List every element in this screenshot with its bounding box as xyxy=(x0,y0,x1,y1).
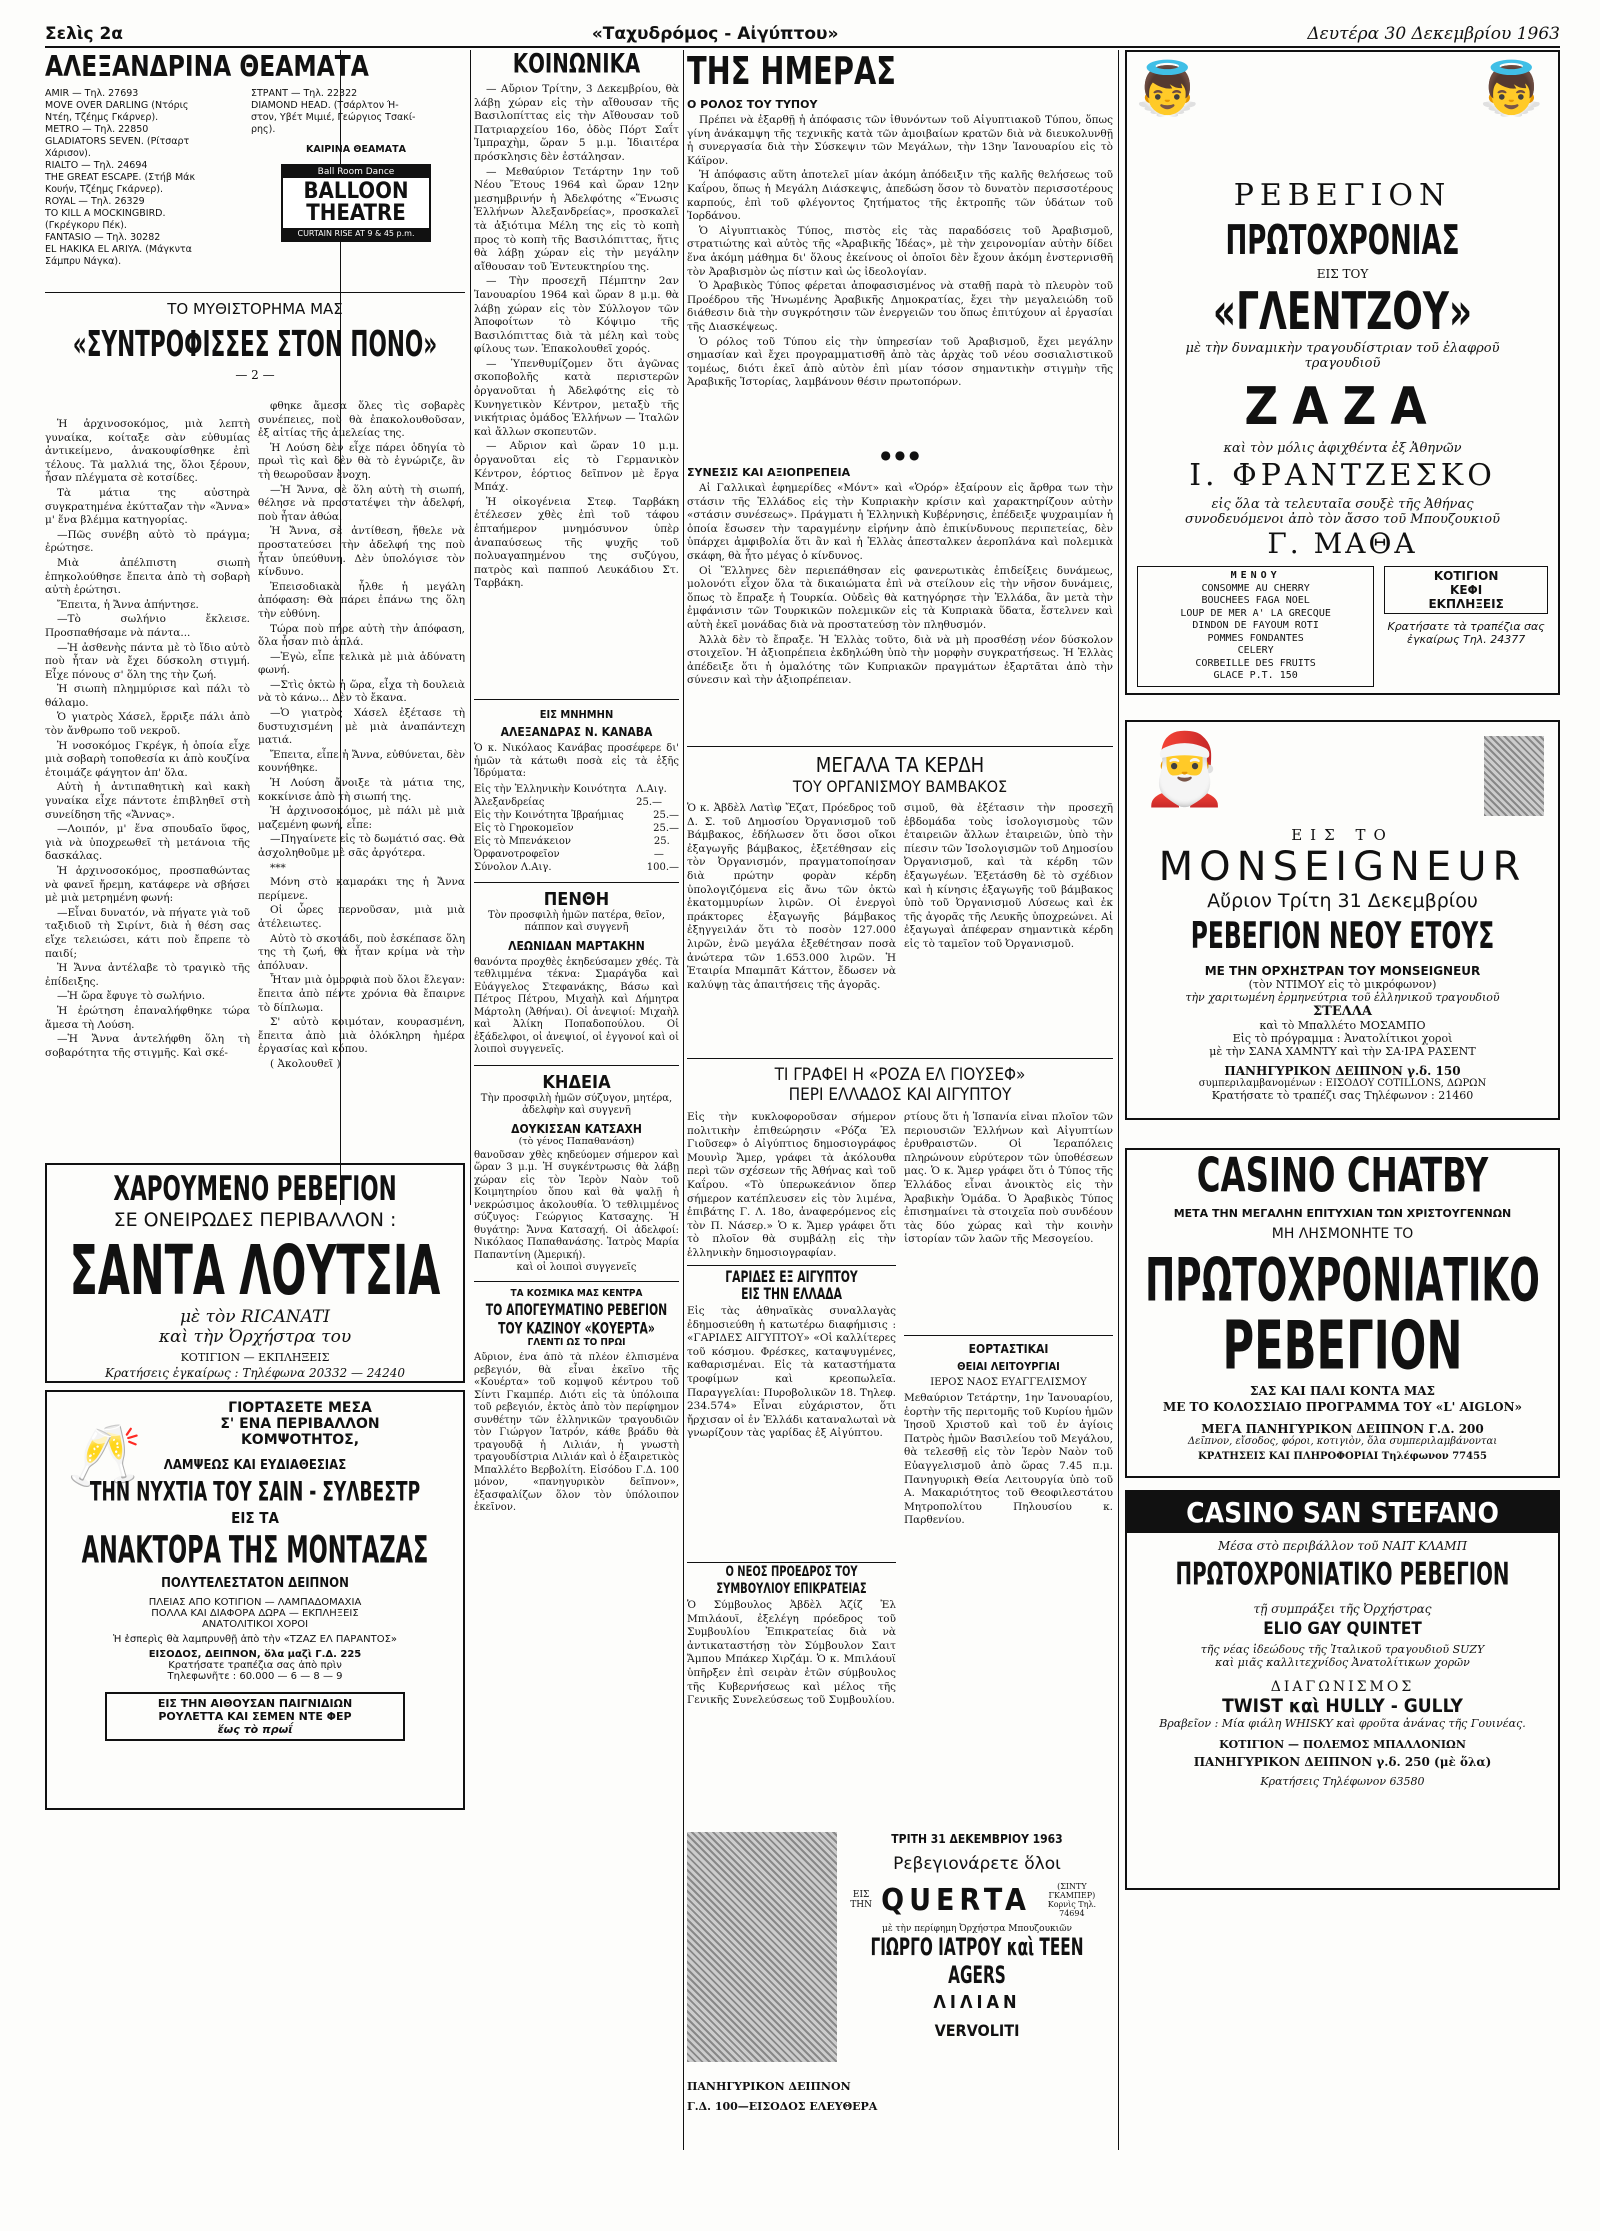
theatre-listing-line: ρης). xyxy=(251,124,276,135)
querta-article-sub: ΓΛΕΝΤΙ ΩΣ ΤΟ ΠΡΩΙ xyxy=(527,1337,626,1348)
mons-line-6: (τὸν ΝΤΙΜΟΥ εἰς τὸ μικρόφωνον) xyxy=(1248,978,1437,991)
novel-column-2 xyxy=(258,400,465,1160)
ekplixeis-label: ΕΚΠΛΗΞΕΙΣ xyxy=(1428,597,1504,611)
mons-line-7: τὴν χαριτωμένη ἐρμηνεύτρια τοῦ ἑλληνικοῦ τραγουδιοῦ xyxy=(1185,991,1500,1004)
today-article-1 xyxy=(687,114,1113,444)
kentra-heading: ΤΑ ΚΟΣΜΙΚΑ ΜΑΣ ΚΕΝΤΡΑ xyxy=(510,1288,643,1299)
menu-item: CONSOMME AU CHERRY xyxy=(1201,582,1310,594)
casino-chatby-ad xyxy=(1125,1148,1560,1478)
stef-line-1: CASINO SAN STEFANO xyxy=(1127,1492,1558,1533)
lucia-line-5: καὶ τὴν Ὀρχήστρα του xyxy=(158,1327,352,1347)
menu-item: GLACE P.T. 150 xyxy=(1213,670,1298,681)
theatre-listing-line: (Γκρέγκορυ Πέκ). xyxy=(45,220,127,231)
theatre-listing-line: FANTASIO — Τηλ. 30282 xyxy=(45,232,161,243)
roza-text-1: Εἰς τὴν κυκλοφοροῦσαν σήμερον πολιτικὴν ἐπιθεώρησιν «Ρόζα Ἐλ Γιοῦσεφ» ὁ Αἰγύπτιος δημοσιογράφος Μουνὶρ Ἄμερ, γράφει τὰ ἀκόλουθα περὶ τῶν σχέσεων τῆς Ἀθήνας καὶ τοῦ Καΐρου. «Τὸ ὑπερωκεάνιον ὅπερ σήμερον κατέπλευσεν εἰς τὸν λιμένα, ἐπιβάτης Γ. Λ. 18ο, ἀναφερόμενος εἰς τὸν Π. Νάσερ.» Ὁ κ. Ἄμερ γράφει ὅτι τὸ πλοῖον θὰ συμβάλῃ εἰς τὴν ἑλληνικὴν δημοσιογραφίαν. xyxy=(687,1111,896,1259)
proedros-title: Ο ΝΕΟΣ ΠΡΟΕΔΡΟΣ ΤΟΥ ΣΥΜΒΟΥΛΙΟΥ ΕΠΙΚΡΑΤΕΙΑΣ xyxy=(716,1563,867,1597)
montaza-line-2: Σ' ΕΝΑ ΠΕΡΙΒΑΛΛΟΝ xyxy=(220,1416,380,1432)
zaza-line-8: Ι. ΦΡΑΝΤΖΕΣΚΟ xyxy=(1189,458,1496,493)
issue-date: Δευτέρα 30 Δεκεμβρίου 1963 xyxy=(1307,24,1560,44)
today-section xyxy=(687,48,1113,1729)
menu-box xyxy=(1137,566,1374,687)
theatre-listing-line: GLADIATORS SEVEN. (Ρίτσαρτ xyxy=(45,136,190,147)
eort-sub: ΘΕΙΑΙ ΛΕΙΤΟΥΡΓΙΑΙ xyxy=(957,1360,1060,1373)
theatre-listing-line: ROYAL — Τηλ. 26329 xyxy=(45,196,145,207)
novel-paragraph: Τὰ μάτια της αὐστηρὰ συγκρατημένα ἐκύτταζαν τὴν «Ἄννα» μ' ἕνα βλέμμα κατηγορίας. xyxy=(45,486,250,527)
theatres-section xyxy=(45,52,465,268)
novel-paragraph: Ἡ ἀρχινοσοκόμος, προσπαθώντας νὰ φανεῖ ἤρεμη, κατάφερε νὰ σβήσει μὲ μιὰ μετρημένη φωνή: xyxy=(45,865,250,905)
kefi-label: ΚΕΦΙ xyxy=(1450,583,1483,597)
stef-line-11: ΚΟΤΙΓΙΟΝ — ΠΟΛΕΜΟΣ ΜΠΑΛΛΟΝΙΩΝ xyxy=(1219,1738,1466,1751)
menu-item: CORBEILLE DES FRUITS xyxy=(1195,657,1316,669)
theatre-listing-line: Κουήν, Τζέημς Γκάρνερ). xyxy=(45,184,164,195)
casino-room-box xyxy=(105,1692,405,1741)
theatre-listing-line: MOVE OVER DARLING (Ντόρις xyxy=(45,100,189,111)
theatres-list-right xyxy=(251,88,461,136)
querta-article-title: ΤΟ ΑΠΟΓΕΥΜΑΤΙΝΟ ΡΕΒΕΓΙΟΝ ΤΟΥ ΚΑΖΙΝΟΥ «ΚΟΥΕΡΤΑ» xyxy=(485,1300,668,1338)
garides-title: ΓΑΡΙΔΕΣ ΕΞ ΑΙΓΥΠΤΟΥ xyxy=(725,1267,858,1287)
novel-paragraph: *** xyxy=(270,861,286,874)
column-rule xyxy=(1118,50,1119,2150)
theatre-listing-line: THE GREAT ESCAPE. (Στήβ Μάκ xyxy=(45,172,196,183)
social-notes xyxy=(474,83,679,693)
theatre-listing-line: στον, Υβέτ Μιμιέ, Γεώργιος Τσακί- xyxy=(251,112,416,123)
novel-paragraph: —Στὶς ὀκτὼ ἡ ὥρα, εἶχα τὴ δουλειὰ νὰ τὸ κάνω... Δὲν τὸ ἔκανα. xyxy=(258,678,465,705)
mnimi-donations xyxy=(474,783,679,874)
theatre-listing-line: EL HAKIKA EL ARIYA. (Μάγκντα xyxy=(45,244,192,255)
donation-row xyxy=(474,835,679,861)
chatby-line-1: CASINO CHATBY xyxy=(1196,1149,1489,1204)
stef-line-10: Βραβεῖον : Μία φιάλη WHISKY καὶ φροῦτα ἀνάνας τῆς Γουινέας. xyxy=(1159,1717,1526,1730)
montaza-line-12: Ἡ ἑσπερὶς θὰ λαμπρυνθῇ ἀπὸ τὴν «ΤΖΑΖ ΕΛ ΠΑΡΑΝΤΟΣ» xyxy=(112,1634,398,1645)
mons-line-2: MONSEIGNEUR xyxy=(1158,844,1527,890)
kideia-text: θανοῦσαν χθὲς κηδεύομεν σήμερον καὶ ὥραν 3 μ.μ. Ἡ συγκέντρωσις θὰ λάβῃ χώραν εἰς τὸν Ἱερὸν Ναὸν τοῦ Κοιμητηρίου ὅπου καὶ θὰ ψαλῇ ἡ νεκρώσιμος ἀκολουθία. Ὁ τεθλιμμένος σύζυγος: Γεώργιος Κατσαχης. Ἡ θυγάτηρ: Ἄννα Κατσαχή. Οἱ ἀδελφοί: Νικόλαος Παπαθανάσης. Ἰατρὸς Μαρία Παπαντίνη (Ἀμερική). xyxy=(474,1149,679,1261)
cotton-title-1: ΜΕΓΑΛΑ ΤΑ ΚΕΡΔΗ xyxy=(815,753,985,777)
cotton-text-2: σιμοῦ, θὰ ἐξέτασιν τὴν προσεχῆ ἑβδομάδα τοὺς ἰσολογισμοὺς τῶν ἐταιρειῶν ἄλλων ἑταιρειῶν, ὑπὸ τὴν πίεσιν τῶν Ἰσολογισμῶν τοῦ Δημοσίου Ὀργανισμοῦ, καὶ τὰ κέρδη τῶν ἐξαγωγέων. Ἐξετάσθη δὲ τὸ σχέδιον καὶ ἡ κίνησις ἐξαγωγῆς τοῦ βάμβακος ὑπὸ τοῦ Ὀργανισμοῦ Λύσεως καὶ ἐκ τῆς ἀγορᾶς τῆς Λευκῆς ὑποχρεώνει. Αἱ ἐξαγωγαὶ ἀπέφεραν σημαντικὰ κέρδη εἰς τὸ ταμεῖον τοῦ Ὀργανισμοῦ. xyxy=(904,802,1113,950)
montaza-line-6: ΕΙΣ ΤΑ xyxy=(231,1509,279,1527)
champagne-glass-icon: 🥂 xyxy=(67,1421,142,1491)
menu-list xyxy=(1141,583,1370,683)
stef-line-9: TWIST καὶ HULLY - GULLY xyxy=(1222,1695,1463,1717)
theatres-title: ΑΛΕΞΑΝΔΡΙΝΑ ΘΕΑΜΑΤΑ xyxy=(45,50,369,84)
roza-text-2: ρτίους ὅτι ἡ Ἰσπανία εἶναι πλοῖον τῶν περιουσιῶν Ἑλλήνων καὶ Αἰγυπτίων ἐρυθραιστῶν. Οἱ Ἱεραπόλεις πληρώνουν εὐρύτερον τῶν ὑποθέσεων μας. Ὁ κ. Ἄμερ γράφει ὅτι ὁ Τύπος τῆς Ἑλλάδος εἶναι ἀνοικτὸς εἰς τὴν Ἀραβικὴν Ὁμάδα. Ὁ Ἀραβικὸς Τύπος ἐπισημαίνει τὰ στοιχεῖα ποὺ συνδέουν τὰς δύο χώρας καὶ τὴν κοινὴν ἱστορίαν τῶν λαῶν τῆς Μεσογείου. xyxy=(904,1111,1113,1246)
cherub-icon: 👼 xyxy=(1479,59,1544,119)
zaza-line-6: ΖΑΖΑ xyxy=(1244,377,1441,437)
mons-line-11: μὲ τὴν ΣΑΝΑ ΧΑΜΝΤΥ καὶ τὴν ΣΑ·ΙΡΑ ΡΑΣΕΝΤ xyxy=(1209,1045,1476,1058)
chatby-line-2: ΜΕΤΑ ΤΗΝ ΜΕΓΑΛΗΝ ΕΠΙΤΥΧΙΑΝ ΤΩΝ ΧΡΙΣΤΟΥΓΕΝΝΩΝ xyxy=(1173,1207,1512,1220)
montaza-line-14: Κρατήσατε τραπέζια σας ἀπὸ πρὶν xyxy=(168,1660,342,1671)
querta-ad xyxy=(687,1832,1113,2142)
novel-paragraph: Αὐτὸ τὸ σκοτάδι, ποὺ ἐσκέπασε ὅλη της τὴ ζωή, θὰ ἦταν κρίμα νὰ τὴν ἀπόλυαν. xyxy=(258,932,465,972)
menu-item: BOUCHEES FAGA NOEL xyxy=(1201,595,1310,606)
today-paragraph: Ὁ ρόλος τοῦ Τύπου εἰς τὴν ὑπηρεσίαν τοῦ Ἀραβισμοῦ, ἔχει μεγάλην σημασίαν καὶ ἔχει προγραμματισθῆ ἀπὸ τὰς ἀρχὰς τοῦ νέου σοσιαλιστικοῦ τομέως, διότι ἐκεῖ ἀπὸ αὐτὸν ἐπὶ μίαν τόσον σημαντικὴν στιγμὴν τῆς Ἀραβικῆς Ἱστορίας, λαμβάνουν θέσιν πρωτοπόρων. xyxy=(687,335,1113,389)
montaza-line-15: Τηλεφωνῆτε : 60.000 — 6 — 8 — 9 xyxy=(167,1671,343,1682)
querta-with: μὲ τὴν περίφημη Ὀρχήστρα Μπουζουκιῶν xyxy=(881,1924,1073,1934)
menu-item: DINDON DE FAYOUM ROTI xyxy=(1192,620,1319,631)
stef-line-13: Κρατήσεις Τηλέφωνον 63580 xyxy=(1260,1775,1425,1788)
novel-paragraph: Ἡ Ἄννα ἀντέλαβε τὸ τραγικὸ τῆς ἐπίδειξης. xyxy=(45,962,250,988)
eort-text: Μεθαύριον Τετάρτην, 1ην Ἰανουαρίου, ἑορτὴν τῆς περιτομῆς τοῦ Κυρίου ἡμῶν Ἰησοῦ Χριστοῦ καὶ τοῦ ἐν ἁγίοις Πατρὸς ἡμῶν Βασιλείου τοῦ Μεγάλου, θὰ τελεσθῇ εἰς τὸν Ἱερὸν Ναὸν τοῦ Εὐαγγελισμοῦ ἀπὸ ὥρας 7.45 π.μ. Πανηγυρικὴ Θεία Λειτουργία ὑπὸ τοῦ Α. Μακαριότητος τοῦ Θεοφιλεστάτου Μητροπολίτου Πηλουσίου κ. Παρθενίου. xyxy=(904,1392,1113,1527)
penthi-text: θανόντα προχθὲς ἐκηδεύσαμεν χθές. Τὰ τεθλιμμένα τέκνα: Σμαράγδα καὶ Εὐάγγελος Στεφανάκης, Βάσω καὶ Πέτρος Πέτρου, Μιχαὴλ καὶ Δήμητρα Μάρτολη (Ἀθήναι). Οἱ ἀνεψιοί: Μιχαὴλ καὶ Ἀλίκη Ποπαδοπούλου. Οἱ ἐξάδελφοι, οἱ ἀνεψιοί, οἱ ἐγγονοί καὶ οἱ λοιποὶ συγγενεῖς. xyxy=(474,956,679,1055)
social-title: ΚΟΙΝΩΝΙΚΑ xyxy=(512,49,641,80)
zaza-line-9: εἰς ὅλα τὰ τελευταῖα σουξὲ τῆς Ἀθήνας xyxy=(1211,497,1474,512)
menu-title: ΜΕΝΟΥ xyxy=(1230,570,1281,581)
lucia-line-1: ΧΑΡΟΥΜΕΝΟ ΡΕΒΕΓΙΟΝ xyxy=(113,1169,397,1209)
montaza-line-18: ἕως τὸ πρωΐ xyxy=(217,1723,293,1736)
novel-paragraph: Ὁ γιατρὸς Χάσελ, ἔρριξε πάλι ἀπὸ τὸν ἄνθρωπο τοῦ νεκροῦ. xyxy=(45,711,250,738)
masthead xyxy=(45,22,1560,48)
novel-paragraph: Τώρα ποὺ πήρε αὐτὴ τὴν ἀπόφαση, ὅλα ἦσαν πιὸ ἁπλά. xyxy=(258,622,465,649)
balloon-ad-bottom: CURTAIN RISE AT 9 & 45 p.m. xyxy=(283,228,429,240)
stef-line-6: τῆς νέας ἰδεώδους τῆς Ἰταλικοῦ τραγουδιοῦ SUZY xyxy=(1200,1643,1485,1656)
theatre-listing-line: METRO — Τηλ. 22850 xyxy=(45,124,149,135)
today-article-2 xyxy=(687,482,1113,740)
glentzou-ad xyxy=(1125,50,1560,695)
theatre-listing-line: Χάρισον). xyxy=(45,148,91,159)
donation-row xyxy=(474,783,679,809)
stef-line-7: καὶ μιᾶς καλλιτεχνίδος Ἀνατολίτικων χορῶν xyxy=(1215,1656,1470,1669)
montaza-line-11: ΑΝΑΤΟΛΙΤΙΚΟΙ ΧΟΡΟΙ xyxy=(201,1619,309,1630)
mons-line-5: ΜΕ ΤΗΝ ΟΡΧΗΣΤΡΑΝ ΤΟΥ MONSEIGNEUR xyxy=(1204,964,1481,978)
eort-title: ΕΟΡΤΑΣΤΙΚΑΙ xyxy=(968,1342,1049,1356)
stef-line-4: τῇ συμπράξει τῆς Ὀρχήστρας xyxy=(1253,1602,1432,1616)
novel-paragraph: Ἔπειτα, ἡ Ἄννα ἀπήντησε. xyxy=(57,598,199,611)
mons-line-14: Κρατήσατε τὸ τραπέζι σας Τηλέφωνον : 21460 xyxy=(1211,1089,1474,1102)
stef-line-8: ΔΙΑΓΩΝΙΣΜΟΣ xyxy=(1270,1679,1415,1695)
penthi-intro: Τὸν προσφιλὴ ἡμῶν πατέρα, θεῖον, πάππον καὶ συγγενῆ xyxy=(487,909,665,933)
novel-column-1 xyxy=(45,418,250,1158)
donation-recipient: Εἰς τὸ Μπενάκειον Ὀρφανοτροφεῖον xyxy=(474,835,572,860)
menu-item: LOUP DE MER A' LA GRECQUE xyxy=(1180,607,1331,619)
novel-paragraph: —Ἡ Ἄννα, σὲ ὅλη αὐτὴ τὴ σιωπή, θέλησε νὰ προστατέψει τὴν ἀδελφή, ποὺ ἦταν ἀθώα. xyxy=(258,483,465,523)
theatre-listing-line: RIALTO — Τηλ. 24694 xyxy=(45,160,148,171)
theatre-listing-line: DIAMOND HEAD. (Τσάρλτον Ή- xyxy=(251,100,399,111)
chatby-line-5: ΡΕΒΕΓΙΟΝ xyxy=(1222,1306,1463,1386)
querta-price: Γ.Δ. 100—ΕΙΣΟΔΟΣ ΕΛΕΥΘΕΡΑ xyxy=(687,2100,878,2113)
today-paragraph: Πρέπει νὰ ἐξαρθῇ ἡ ἀπόφασις τῶν ἰθυνόντων τοῦ Αἰγυπτιακοῦ Τύπου, ὅπως γίνη ἀνάκαμψη τῆς τεχνικῆς κατὰ τῶν ἀμοιβαίων κρατῶν διὰ νὰ διευκολυνθῇ ἡ συνεργασία διὰ τὴν Σύσκεψιν τῶν Μεγάλων, τὴν 13ην Ἰανουαρίου εἰς τὸ Κάϊρον. xyxy=(687,114,1113,167)
mons-line-10: Εἰς τὸ πρόγραμμα : Ἀνατολίτικοι χοροὶ xyxy=(1232,1032,1453,1045)
novel-paragraph: Ἡ νοσοκόμος Γκρέγκ, ἡ ὁποία εἶχε μιὰ σοβαρὴ τοποθεσία κι ἀπὸ κουζίνα ἐτοιμάζε φάγητον ἀπ' ὅλα. xyxy=(45,739,250,779)
santa-lucia-ad xyxy=(45,1163,465,1383)
theatre-listing-line: AMIR — Τηλ. 27693 xyxy=(45,88,139,99)
montaza-line-10: ΠΟΛΛΑ ΚΑΙ ΔΙΑΦΟΡΑ ΔΩΡΑ — ΕΚΠΛΗΞΕΙΣ xyxy=(151,1608,359,1619)
today-title: ΤΗΣ ΗΜΕΡΑΣ xyxy=(687,48,896,94)
zaza-line-7: καὶ τὸν μόλις ἀφιχθέντα ἐξ Ἀθηνῶν xyxy=(1223,441,1462,456)
donation-amount: 25.— xyxy=(653,809,679,821)
mons-line-9: καὶ τὸ Μπαλλέτο ΜΟΣΑΜΠΟ xyxy=(1259,1019,1426,1032)
montaza-line-8: ΠΟΛΥΤΕΛΕΣΤΑΤΟΝ ΔΕΙΠΝΟΝ xyxy=(161,1576,349,1591)
garides-sub: ΕΙΣ ΤΗΝ ΕΛΛΑΔΑ xyxy=(741,1284,842,1304)
lucia-line-4: μὲ τὸν RICANATI xyxy=(179,1307,331,1327)
novel-paragraph: —Εἶναι δυνατόν, νὰ πήγατε γιὰ τοῦ ταξιδιοῦ τὴ Σιρίντ, διὰ ἡ θέση σας εἴχε τελειώσει, κάτι ποὺ ἔπρεπε τὸ παιδί; xyxy=(45,906,250,960)
chatby-line-8: ΜΕΓΑ ΠΑΝΗΓΥΡΙΚΟΝ ΔΕΙΠΝΟΝ Γ.Δ. 200 xyxy=(1201,1422,1484,1436)
novel-paragraph: Οἱ ὧρες περνοῦσαν, μιὰ μιὰ ἀτέλειωτες. xyxy=(258,904,465,930)
novel-paragraph: Ἡ σιωπὴ πλημμύρισε καὶ πάλι τὸ θάλαμο. xyxy=(45,683,250,709)
casino-san-stefano-ad xyxy=(1125,1490,1560,1890)
donation-amount: Λ.Αιγ. 25.— xyxy=(636,783,667,808)
kideia-intro: Τὴν προσφιλὴ ἡμῶν σύζυγον, μητέρα, ἀδελφὴν καὶ συγγενῆ xyxy=(480,1092,673,1116)
social-note: — Μεθαύριον Τετάρτην 1ην τοῦ Νέου Ἔτους 1964 καὶ ὥραν 12ην μεσημβρινήν ἡ Ἀδελφότης «Ἕνωσις Ἑλλήνων Ἀλεξανδρείας», προσκαλεῖ τὰ ἀξιότιμα Μέλη της εἰς τὸ κοπὴ προς τὸ κοπὴ τῆς Βασιλόπιττας, ἥτις θὰ λάβῃ χώραν εἰς τὴν μεγάλην αἴθουσαν τοῦ Ἐντευκτηρίου της. xyxy=(474,165,679,273)
theatre-listing-line: ΣΤΡΑΝΤ — Τηλ. 22322 xyxy=(251,88,358,99)
novel-paragraph: Ἐπεισοδιακὰ ἦλθε ἡ μεγάλη ἀπόφαση: Θὰ πάρει ἐπάνω της ὅλη τὴν εὐθύνη. xyxy=(258,580,465,620)
today-heading-2: ΣΥΝΕΣΙΣ ΚΑΙ ΑΞΙΟΠΡΕΠΕΙΑ xyxy=(687,466,851,479)
novel-paragraph: —Πηγαίνετε εἰς τὸ δωμάτιό σας. Θὰ ἀσχοληθοῦμε μὲ σᾶς ἀργότερα. xyxy=(258,833,465,859)
mnimi-text: Ὁ κ. Νικόλαος Κανάβας προσέφερε δι' ἡμῶν τὰ κάτωθι ποσὰ εἰς τὰ ἑξῆς Ἱδρύματα: xyxy=(474,743,679,779)
zaza-line-1: ΡΕΒΕΓΙΟΝ xyxy=(1233,178,1452,213)
querta-band: ΓΙΩΡΓΟ ΙΑΤΡΟΥ καὶ TEEN AGERS xyxy=(870,1934,1084,1990)
kideia-sub: (τὸ γένος Παπαθανάση) xyxy=(518,1135,635,1147)
monseigneur-ad xyxy=(1125,720,1560,1120)
cherub-icon: 👼 xyxy=(1135,59,1200,119)
montaza-line-9: ΠΛΕΙΑΣ ΑΠΟ ΚΟΤΙΓΙΟΝ — ΛΑΜΠΑΔΟΜΑΧΙΑ xyxy=(148,1597,362,1608)
roza-title-2: ΠΕΡΙ ΕΛΛΑΔΟΣ ΚΑΙ ΑΙΓΥΠΤΟΥ xyxy=(788,1085,1012,1105)
eort-church: ΙΕΡΟΣ ΝΑΟΣ ΕΥΑΓΓΕΛΙΣΜΟΥ xyxy=(930,1377,1087,1388)
querta-dinner: ΠΑΝΗΓΥΡΙΚΟΝ ΔΕΙΠΝΟΝ xyxy=(687,2080,851,2093)
novel-paragraph: Μιὰ ἀπέλπιστη σιωπὴ ἐπηκολούθησε ἔπειτα ἀπὸ τὴ σοβαρὴ αὐτὴ ἐρώτησι. xyxy=(45,556,250,597)
donation-row xyxy=(474,809,679,822)
novel-paragraph: Ἡ Λούση ἄνοιξε τὰ μάτια της, κοκκίνισε ἀπὸ τὴ σιωπή της. xyxy=(258,777,465,803)
today-paragraph: Ἡ ἀπόφασις αὕτη ἀποτελεῖ μίαν ἀκόμη ἀπόδειξιν τῆς καλῆς θελήσεως τοῦ Καΐρου, ὅπως ἡ Μεγάλη Διάσκεψις, ἀπεδώση ὅσον τὸ δυνατὸν περισσοτέρους καρπούς, ἐπὶ τοῦ φλέγοντος ζητήματος τῆς ἐκτροπῆς τῶν ὑδάτων τοῦ Ἰορδάνου. xyxy=(687,169,1113,223)
donation-row xyxy=(474,822,679,835)
mons-line-4: ΡΕΒΕΓΙΟΝ ΝΕΟΥ ΕΤΟΥΣ xyxy=(1190,916,1495,958)
montaza-line-16: ΕΙΣ ΤΗΝ ΑΙΘΟΥΣΑΝ ΠΑΙΓΝΙΔΙΩΝ xyxy=(157,1697,353,1710)
lucia-line-6: ΚΟΤΙΓΙΟΝ — ΕΚΠΛΗΞΕΙΣ xyxy=(180,1351,330,1364)
querta-article-text: Αὔριον, ἐνα ἀπὸ τὰ πλέον ἐλπισμένα ρεβεγιόν, θὰ εἶναι ἐκεῖνο τῆς «Κουέρτα» τοῦ κομψοῦ κέντρου τοῦ Σίντι Γκαμπέρ. Διότι εἰς τὰ ὑπόλοιπα τοῦ ρεβεγιόν, ἐκτὸς ἀπὸ τὸν περίφημον συνθέτην τῶν ἑλληνικῶν τραγουδιῶν τὸν Γιώργον Ἰατρόν, κάθε βράδυ θὰ τραγουδᾷ ἡ Λιλιάν, ἡ γνωστὴ τραγουδίστρια Λιλιάν καὶ ὁ ἐξαιρετικὸς Μπαλλέτο Βερβολίτη. Εἰσόδου Γ.Δ. 100 μόνον, «πανηγυρικὸν δεῖπνον», ἐξασφαλίζων ὅλον τὸν ὑπόλοιπον ἐκεῖνον. xyxy=(474,1352,679,1513)
menu-item: POMMES FONDANTES xyxy=(1207,632,1304,644)
balloon-theatre-ad xyxy=(281,164,431,242)
penthi-name: ΛΕΩΝΙΔΑΝ ΜΑΡΤΑΚΗΝ xyxy=(508,938,645,953)
social-note: — Ὑπενθυμίζομεν ὅτι ἀγῶνας σκοποβολῆς κατὰ περιστερῶν ὀργανοῦται ἡ Ἀδελφότης εἰς τὸ Κυνηγετικὸν Κέντρον, μεταξὺ τῆς νικήτριας ὁμάδος Ἑλλήνων — Ἰταλῶν καὶ ἄλλων σκοπευτῶν. xyxy=(474,357,679,438)
stef-line-3: ΠΡΩΤΟΧΡΟΝΙΑΤΙΚΟ ΡΕΒΕΓΙΟΝ xyxy=(1175,1558,1510,1593)
chatby-line-7: ΜΕ ΤΟ ΚΟΛΟΣΣΙΑΙΟ ΠΡΟΓΡΑΜΜΑ ΤΟΥ «L' AIGLON» xyxy=(1162,1400,1523,1414)
donation-recipient: Σύνολον Λ.Αιγ. xyxy=(474,861,552,873)
novel-paragraph: Ἡ ἐρώτηση ἐπαναλήφθηκε τώρα ἄμεσα τὴ Λούση. xyxy=(45,1004,250,1031)
donation-recipient: Εἰς τὴν Ἑλληνικὴν Κοινότητα Ἀλεξανδρείας xyxy=(474,783,627,808)
montaza-line-7: ΑΝΑΚΤΟΡΑ ΤΗΣ ΜΟΝΤΑΖΑΣ xyxy=(81,1527,429,1572)
kideia-title: ΚΗΔΕΙΑ xyxy=(542,1071,611,1093)
montaza-line-5: ΤΗΝ ΝΥΧΤΙΑ ΤΟΥ ΣΑΙΝ - ΣΥΛΒΕΣΤΡ xyxy=(89,1476,421,1508)
novel-paragraph: —Ἡ Ἄννα ἀντελήφθη ὅλη τὴ σοβαρότητα τῆς στιγμῆς. Καὶ σκέ- xyxy=(45,1033,250,1059)
column-rule xyxy=(470,50,471,1205)
page-number: Σελὶς 2α xyxy=(45,24,123,44)
novel-paragraph: Μόνη στὸ καμαράκι της ἡ Ἄννα περίμενε. xyxy=(258,876,465,902)
decoration-image xyxy=(1484,736,1544,816)
montaza-line-17: ΡΟΥΛΕΤΤΑ ΚΑΙ ΣΕΜΕΝ ΝΤΕ ΦΕΡ xyxy=(158,1710,352,1723)
zaza-line-11: Γ. ΜΑΘΑ xyxy=(1267,527,1418,560)
mons-line-3: Αὔριον Τρίτη 31 Δεκεμβρίου xyxy=(1207,890,1478,912)
social-note: Ἡ οἰκογένεια Στεφ. Ταρβάκη ἐτέλεσεν χθὲς ἐπὶ τοῦ τάφου ἑπταήμερον μνημόσυνον ὑπὲρ ἀναπαύσεως τῆς ψυχῆς τοῦ πολυαγαπημένου της συζύγου, πατρὸς καὶ παππού Λευκάδιου Στ. Ταρβάκη. xyxy=(474,495,679,590)
social-note: — Τὴν προσεχῆ Πέμπτην 2αν Ἰανουαρίου 1964 καὶ ὥραν 8 μ.μ. θὰ λάβῃ χώραν εἰς τὸν Σύλλογον τῶν Ἀποφοίτων τὸ Κόψιμο τῆς Βασιλόπιττας διὰ τὰ μέλη καὶ τοὺς φίλους των. Ἐπακολουθεῖ χορός. xyxy=(474,275,679,356)
roza-title-1: ΤΙ ΓΡΑΦΕΙ Η «ΡΟΖΑ ΕΛ ΓΙΟΥΣΕΦ» xyxy=(774,1065,1026,1085)
novel-paragraph: —Ἐγὼ, εἶπε τελικὰ μὲ μιὰ ἀδύνατη φωνή. xyxy=(258,650,465,677)
querta-line-1: Ρεβεγιονάρετε ὅλοι xyxy=(893,1854,1061,1874)
chatby-line-4: ΠΡΩΤΟΧΡΟΝΙΑΤΙΚΟ xyxy=(1145,1246,1540,1316)
querta-singer: ΛΙΛΙΑΝ xyxy=(933,1992,1021,2013)
today-paragraph: Ὁ Ἀραβικὸς Τύπος φέρεται ἀποφασισμένος νὰ σταθῇ παρὰ τὸ πλευρὸν τοῦ Προέδρου τῆς Ἡνωμένης Ἀραβικῆς Δημοκρατίας, ἔχει τὴν μεγαλειώδη τοῦ διάθεσιν διὰ τὴν συγκρότησιν τῶν ἐνεργειῶν του ὅπως ἐπιτύχουν αἱ ἐργασίαι τῆς Διασκέψεως. xyxy=(687,280,1113,333)
montaza-line-4: ΛΑΜΨΕΩΣ ΚΑΙ ΕΥΔΙΑΘΕΣΙΑΣ xyxy=(163,1458,347,1473)
novel-paragraph: Ἔπειτα, εἶπε ἡ Ἄννα, εὐθύνεται, δὲν κουνήθηκε. xyxy=(258,748,465,775)
donation-recipient: Εἰς τὴν Κοινότητα Ἰβραήμιας xyxy=(474,809,624,821)
today-paragraph: Αἱ Γαλλικαὶ ἐφημερίδες «Μόντ» καὶ «Ὁρόρ» ἐξαίρουν εἰς ἄρθρα των τὴν στάσιν τῆς Ἑλλάδος εἰς τὴν Κυπριακὴν κρίσιν καὶ χαρακτηρίζουν αὐτὴν «στάσιν συνέσεως». Πράγματι ἡ Ἑλληνικὴ Κυβέρνησις, ἐπέδειξε ψυχραιμίαν ἡ ὁποία ἔσωσεν τὴν ταραγμένην εἰρήνην ἀπὸ ἐπικίνδυνους περιπετείας, δὲν ὑπάρχει ἀμφιβολία ὅτι ἂν καὶ ἡ Ἑλλὰς ἀπεσταλκεν ἀεροπλάνα καὶ πολεμικὰ σκάφη, θὰ ἦτο μέγας ὁ κίνδυνος. xyxy=(687,482,1113,562)
montaza-ad xyxy=(45,1390,465,1810)
novel-title: «ΣΥΝΤΡΟΦΙΣΣΕΣ ΣΤΟΝ ΠΟΝΟ» xyxy=(72,323,438,365)
theatres-list-left xyxy=(45,88,245,268)
kotigion-label: ΚΟΤΙΓΙΟΝ xyxy=(1433,569,1499,583)
novel-paragraph: Σ' αὐτὸ κοιμόταν, κουρασμένη, ἔπειτα ἀπὸ μιὰ ὁλόκληρη ἡμέρα ἐργασίας καὶ κόπου. xyxy=(258,1016,465,1056)
montaza-line-1: ΓΙΟΡΤΑΣΕΤΕ ΜΕΣΑ xyxy=(228,1400,372,1416)
garides-text: Εἰς τὰς ἀθηναϊκὰς συναλλαγὰς ἐδημοσιεύθη ἡ κατωτέρω διαφήμισις : «ΓΑΡΙΔΕΣ ΑΙΓΥΠΤΟΥ» «Οἱ καλλίτερες τοῦ κόσμου. Φρέσκες, καταψυγμένες, καθαρισμέναι. Εἰς τὰ καταστήματα τροφίμων καὶ κρεοπωλεῖα. Παραγγελίαι: Πυροβολικῶν 18. Τηλεφ. 234.574» Εἶναι εὐχάριστον, ὅτι ἤρχισαν οἱ ἐν Ἑλλάδι καταναλωταὶ νὰ γνωρίζουν τὰς γαρίδας ἐξ Αἰγύπτου. xyxy=(687,1305,896,1440)
novel-paragraph: Ἡ ἀρχινοσοκόμος, μιὰ λεπτὴ γυναίκα, κοίταξε σὰν εὐθυμίας ἀντικείμενο, ἀνακουφίσθηκε ἐπὶ τέλους. Τὰ μαλλιά της, ὅλοι ξέρουν, ἦσαν πλέγματα σὲ κοτσίδες. xyxy=(45,418,250,485)
novel-paragraph: —Ἡ ὥρα ἔφυγε τὸ σωλήνιο. xyxy=(57,990,206,1003)
querta-ballet: VERVOLITI xyxy=(934,2021,1020,2040)
chatby-line-3: ΜΗ ΛΗΣΜΟΝΗΤΕ ΤΟ xyxy=(1271,1226,1414,1242)
novel-paragraph: —Ἡ ἀσθενὴς πάντα μὲ τὸ ἴδιο αὐτὸ ποὺ ἦταν νὰ ἔχει δύσκολη στιγμή. Εἶχε πόνους σ' ὅλη της τὴν ζωή. xyxy=(45,641,250,681)
kairo-heading: ΚΑΙΡΙΝΑ ΘΕΑΜΑΤΑ xyxy=(306,144,406,155)
separator-dots: ● ● ● xyxy=(880,448,920,462)
chatby-line-6: ΣΑΣ ΚΑΙ ΠΑΛΙ ΚΟΝΤΑ ΜΑΣ xyxy=(1249,1384,1436,1398)
santa-icon: 🎅 xyxy=(1141,728,1229,810)
stef-line-12: ΠΑΝΗΓΥΡΙΚΟΝ ΔΕΙΠΝΟΝ γ.δ. 250 (μὲ ὅλα) xyxy=(1193,1755,1492,1769)
novel-paragraph: Ἡ ἀρχινοσοκόμος, μὲ πάλι μὲ μιὰ μαζεμένη φωνή, εἶπε: xyxy=(258,805,465,831)
zaza-line-2: ΠΡΩΤΟΧΡΟΝΙΑΣ xyxy=(1225,216,1460,264)
today-heading-1: Ο ΡΟΛΟΣ ΤΟΥ ΤΥΠΟΥ xyxy=(687,98,818,111)
zaza-line-4: «ΓΛΕΝΤΖΟΥ» xyxy=(1212,282,1473,342)
querta-photo xyxy=(687,1832,837,2062)
montaza-line-3: ΚΟΜΨΟΤΗΤΟΣ, xyxy=(240,1432,360,1448)
zaza-line-10: συνοδευόμενοι ἀπὸ τὸν ἄσσο τοῦ Μπουζουκιοῦ xyxy=(1184,512,1500,527)
penthi-title: ΠΕΝΘΗ xyxy=(543,888,610,910)
donation-amount: 25.— xyxy=(653,835,670,860)
today-paragraph: Οἱ Ἕλληνες δὲν περιεπάθησαν εἰς φανερωτικὰς ἐπιδείξεις δυνάμεως, μολονότι εἶχον ὅλα τὰ δικαιώματα ἐπὶ νὰ στείλουν εἰς τὴν νῆσον δυνάμεις, ὅπως τὸ ἔπραξε ἡ Τουρκία. Οὐδεὶς θὰ κατηγόρησε τὴν Ἑλλάδα, ἂν μετὰ τὴν ἐμφάνισιν τῶν Τουρκικῶν πολεμικῶν εἰς τὰ Κυπριακὰ ὕδατα, ἔστελνεν καὶ αὐτὴ ἐκεῖ μονάδας διὰ νὰ προστατεύσῃ τὸν πληθυσμόν. xyxy=(687,564,1113,631)
lucia-line-2: ΣΕ ΟΝΕΙΡΩΔΕΣ ΠΕΡΙΒΑΛΛΟΝ : xyxy=(113,1209,397,1231)
mons-line-8: ΣΤΕΛΛΑ xyxy=(1312,1004,1373,1019)
kideia-name: ΔΟΥΚΙΣΣΑΝ ΚΑΤΣΑΧΗ xyxy=(511,1121,642,1136)
mons-line-12: ΠΑΝΗΓΥΡΙΚΟΝ ΔΕΙΠΝΟΝ γ.δ. 150 xyxy=(1224,1064,1461,1078)
chatby-line-9: Δεῖπνον, εἴσοδος, φόροι, κοτιγιὸν, ὅλα συμπεριλαμβάνονται xyxy=(1187,1436,1498,1447)
theatre-listing-line: Ντέη, Τζέημς Γκάρνερ). xyxy=(45,112,159,123)
novel-section xyxy=(45,300,465,382)
stef-line-5: ELIO GAY QUINTET xyxy=(1263,1619,1422,1639)
querta-eis: ΕΙΣ ΤΗΝ xyxy=(850,1890,872,1910)
lucia-line-7: Κρατήσεις ἐγκαίρως : Τηλέφωνα 20332 — 24240 xyxy=(105,1366,405,1380)
kideia-end: καὶ οἱ λοιποὶ συγγενεῖς xyxy=(516,1262,637,1273)
novel-paragraph: φθηκε ἄμεσα ὅλες τὶς σοβαρὲς συνέπειες, ποὺ θὰ ἐπακολουθοῦσαν, ἐξ αἰτίας τῆς ἀμελείας της. xyxy=(258,400,465,440)
novel-paragraph: Ἡ Ἄννα, σὲ ἀντίθεση, ἤθελε νὰ προστατεύσει τὴν ἀδελφή της ποὺ ἦταν ὑπεύθυνη. Δὲν ὑπολόγισε τὸν κίνδυνο. xyxy=(258,525,465,579)
novel-paragraph: —Λοιπόν, μ' ἕνα σπουδαῖο ὕφος, γιὰ νὰ ὑποχρεωθεῖ τὴ μετάνοια τῆς δασκάλας. xyxy=(45,823,250,863)
donation-amount: 100.— xyxy=(646,861,679,873)
cotton-text-1: Ὁ κ. Ἀβδὲλ Λατὶφ Ἔζατ, Πρόεδρος τοῦ Δ. Σ. τοῦ Δημοσίου Ὀργανισμοῦ τοῦ Βάμβακος, ἐδήλωσεν ὅτι ὅσοι οἴκοι ἐξαγωγῆς βάμβακος, ἐξετέθησαν εἰς τὸν Ὀργανισμόν, πραγματοποίησαν διὰ πρώτην φορὰν κέρδη ὑπολογιζόμενα εἰς ἄνω τῶν ὀκτὼ ἑκατομμυρίων λιρῶν. Οἱ ἐνεργοὶ πράκτορες ἐξαγωγῆς βάμβακος ἐξηγγειλάν ὅτι τὸ ποσὸν 127.000 λιρῶν, ἐνῶ μεγάλα ἐξεθέτησαν ποσὰ ἀνώτερα τῶν 1.653.000 λιρῶν. Ἡ Ἑταιρία Μπαμπᾶτ Κάττον, ἔδωσεν νὰ καλύψῃ τὰς ἀπαιτήσεις τῆς ἀγορᾶς. xyxy=(687,802,896,991)
donation-row xyxy=(474,861,679,874)
proedros-text: Ὁ Σύμβουλος Ἀβδὲλ Ἀζίζ Ἐλ Μπιλάουϊ, ἐξελέγη πρόεδρος τοῦ Συμβουλίου Ἐπικρατείας διὰ νὰ ἀντικαταστήσῃ τὸν Σύμβουλον Σαιτ Ἄμπου Μπάκερ Χιρζάμ. Ὁ κ. Μπιλάουϊ ὑπῆρξεν ἐπὶ σειρὰν ἐτῶν σύμβουλος τῆς Κυβερνήσεως καὶ μέλος τῆς Γενικῆς Συνελεύσεως τοῦ Συμβουλίου. xyxy=(687,1599,896,1707)
novel-paragraph: —Πῶς συνέβη αὐτὸ τὸ πράγμα; ἐρώτησε. xyxy=(45,528,250,555)
menu-item: CELERY xyxy=(1237,645,1274,656)
querta-name: QUERTA xyxy=(881,1882,1031,1918)
novel-paragraph: —Ὁ γιατρὸς Χάσελ ἐξέτασε τὴ δυστυχισμένη μὲ μιὰ ἀναπάντεχη ματιά. xyxy=(258,707,465,747)
social-note: — Αὔριον καὶ ὥραν 10 μ.μ. ὀργανοῦται εἰς τὸ Γερμανικὸν Κέντρον, ἑόρτιος δεῖπνον μὲ ἔργα Μπάχ. xyxy=(474,440,679,494)
mnimi-name: ΑΛΕΞΑΝΔΡΑΣ Ν. ΚΑΝΑΒΑ xyxy=(500,725,653,739)
stef-line-2: Μέσα στὸ περιβάλλον τοῦ ΝΑΙΤ ΚΛΑΜΠ xyxy=(1217,1539,1468,1553)
donation-recipient: Εἰς τὸ Γηροκομεῖον xyxy=(474,822,574,834)
balloon-ad-name: BALLOON THEATRE xyxy=(303,179,409,226)
querta-date: ΤΡΙΤΗ 31 ΔΕΚΕΜΒΡΙΟΥ 1963 xyxy=(891,1832,1063,1846)
social-note: — Αὔριον Τρίτην, 3 Δεκεμβρίου, θὰ λάβῃ χώραν εἰς τὴν αἴθουσαν τῆς Βασιλοπίττας εἰς τὴν Αἴθουσαν τοῦ Πατριαρχείου 16ο, ὁδὸς Πόρτ Σαΐτ Ἰμπραχὴμ, ὥραν 5 μ.μ. Ἰδιαιτέρα πρόσκλησις δὲν ἐστάλησαν. xyxy=(474,83,679,163)
newspaper-name: «Ταχυδρόμος - Αἰγύπτου» xyxy=(591,24,839,44)
novel-part: — 2 — xyxy=(235,368,275,382)
mons-line-13: συμπεριλαμβανομένων : ΕΙΣΟΔΟΥ COTILLONS, ΔΩΡΩΝ xyxy=(1198,1078,1487,1089)
zaza-reservations: Κρατήσατε τὰ τραπέζια σας ἐγκαίρως Τηλ. 24377 xyxy=(1387,620,1545,646)
novel-paragraph: ( Ἀκολουθεῖ ) xyxy=(270,1057,341,1070)
mnimi-title: ΕΙΣ ΜΝΗΜΗΝ xyxy=(539,708,614,721)
querta-location: (ΣΙΝΤΥ ΓΚΑΜΠΕΡ) Κορνὶς Τηλ. 74694 xyxy=(1047,1882,1096,1918)
balloon-ad-top: Ball Room Dance xyxy=(283,166,429,178)
today-paragraph: Ἀλλὰ δὲν τὸ ἔπραξε. Ἡ Ἑλλὰς τοῦτο, διὰ νὰ μὴ προσθέσῃ νέον δύσκολον στοιχεῖον. Ἡ ἀξιοπρέπεια ἐκδηλώθη ὑπὸ τὴν μορφὴν συγκρατήσεως. Ἡ Ἑλλὰς ἀπέδειξε ὅτι ἡ ὁμαλότης τῶν Κυπριακῶν πραγμάτων ἐξαρτᾶται ἀπὸ τὴν σύνεσιν καὶ τὴν ἀξιοπρέπειαν. xyxy=(687,633,1113,687)
column-rule xyxy=(683,50,684,2150)
novel-paragraph: Ἡ Λούση δὲν εἶχε πάρει ὁδηγία τὸ πρωὶ τὶς καὶ δὲν θὰ τὸ ἐγνώριζε, ἂν τὴ θεωροῦσαν ἔνοχη. xyxy=(258,441,465,481)
theatre-listing-line: Σάμπρυ Νάγκα). xyxy=(45,256,122,267)
novel-kicker: ΤΟ ΜΥΘΙΣΤΟΡΗΜΑ ΜΑΣ xyxy=(167,300,343,318)
donation-amount: 25.— xyxy=(653,822,679,834)
novel-paragraph: Αὐτὴ ἡ ἀντιπαθητικὴ καὶ κακὴ γυναίκα εἶχε πάντοτε ἐπιβληθεῖ στὴ συνείδηση τῆς «Ἄννας». xyxy=(45,781,250,821)
zaza-line-3: ΕΙΣ ΤΟΥ xyxy=(1316,267,1369,281)
cotton-title-2: ΤΟΥ ΟΡΓΑΝΙΣΜΟΥ ΒΑΜΒΑΚΟΣ xyxy=(792,777,1008,796)
novel-paragraph: Ἦταν μιὰ ὀμορφιὰ ποὺ ὅλοι ἔλεγαν: ἔπειτα ἀπὸ πέντε χρόνια θὰ ἔπαιρνε τὸ δίπλωμα. xyxy=(258,974,465,1014)
today-paragraph: Ὁ Αἰγυπτιακὸς Τύπος, πιστὸς εἰς τὰς παραδόσεις τοῦ Ἀραβισμοῦ, στρατιώτης καὶ αὐτὸς τῆς «Ἀραβικῆς Ἰδέας», μὲ τὴν χειρονομίαν αὐτὴν δίδει ἕνα ἀκόμη μάθημα δι' ὅλους ἐκείνους οἱ ὁποῖοι δὲν ἔχουν ἀκόμη ἐνστερνισθῆ τὸν Ἀραβισμὸν ὡς πίστιν καὶ ὡς ἰδεολογίαν. xyxy=(687,224,1113,278)
zaza-line-5: μὲ τὴν δυναμικὴν τραγουδίστριαν τοῦ ἐλαφροῦ τραγουδιοῦ xyxy=(1185,341,1500,371)
novel-paragraph: —Τὸ σωλήνιο ἔκλεισε. Προσπαθήσαμε νὰ πάντα... xyxy=(45,613,250,639)
lucia-line-3: ΣΑΝΤΑ ΛΟΥΤΣΙΑ xyxy=(69,1229,441,1311)
social-section xyxy=(474,49,679,1612)
theatre-listing-line: TO KILL A MOCKINGBIRD. xyxy=(45,208,166,219)
montaza-line-13: ΕΙΣΟΔΟΣ, ΔΕΙΠΝΟΝ, ὅλα μαζὶ Γ.Δ. 225 xyxy=(148,1649,362,1660)
mons-line-1: ΕΙΣ ΤΟ xyxy=(1291,826,1394,844)
chatby-line-10: ΚΡΑΤΗΣΕΙΣ ΚΑΙ ΠΛΗΡΟΦΟΡΙΑΙ Τηλέφωνον 77455 xyxy=(1198,1451,1487,1462)
